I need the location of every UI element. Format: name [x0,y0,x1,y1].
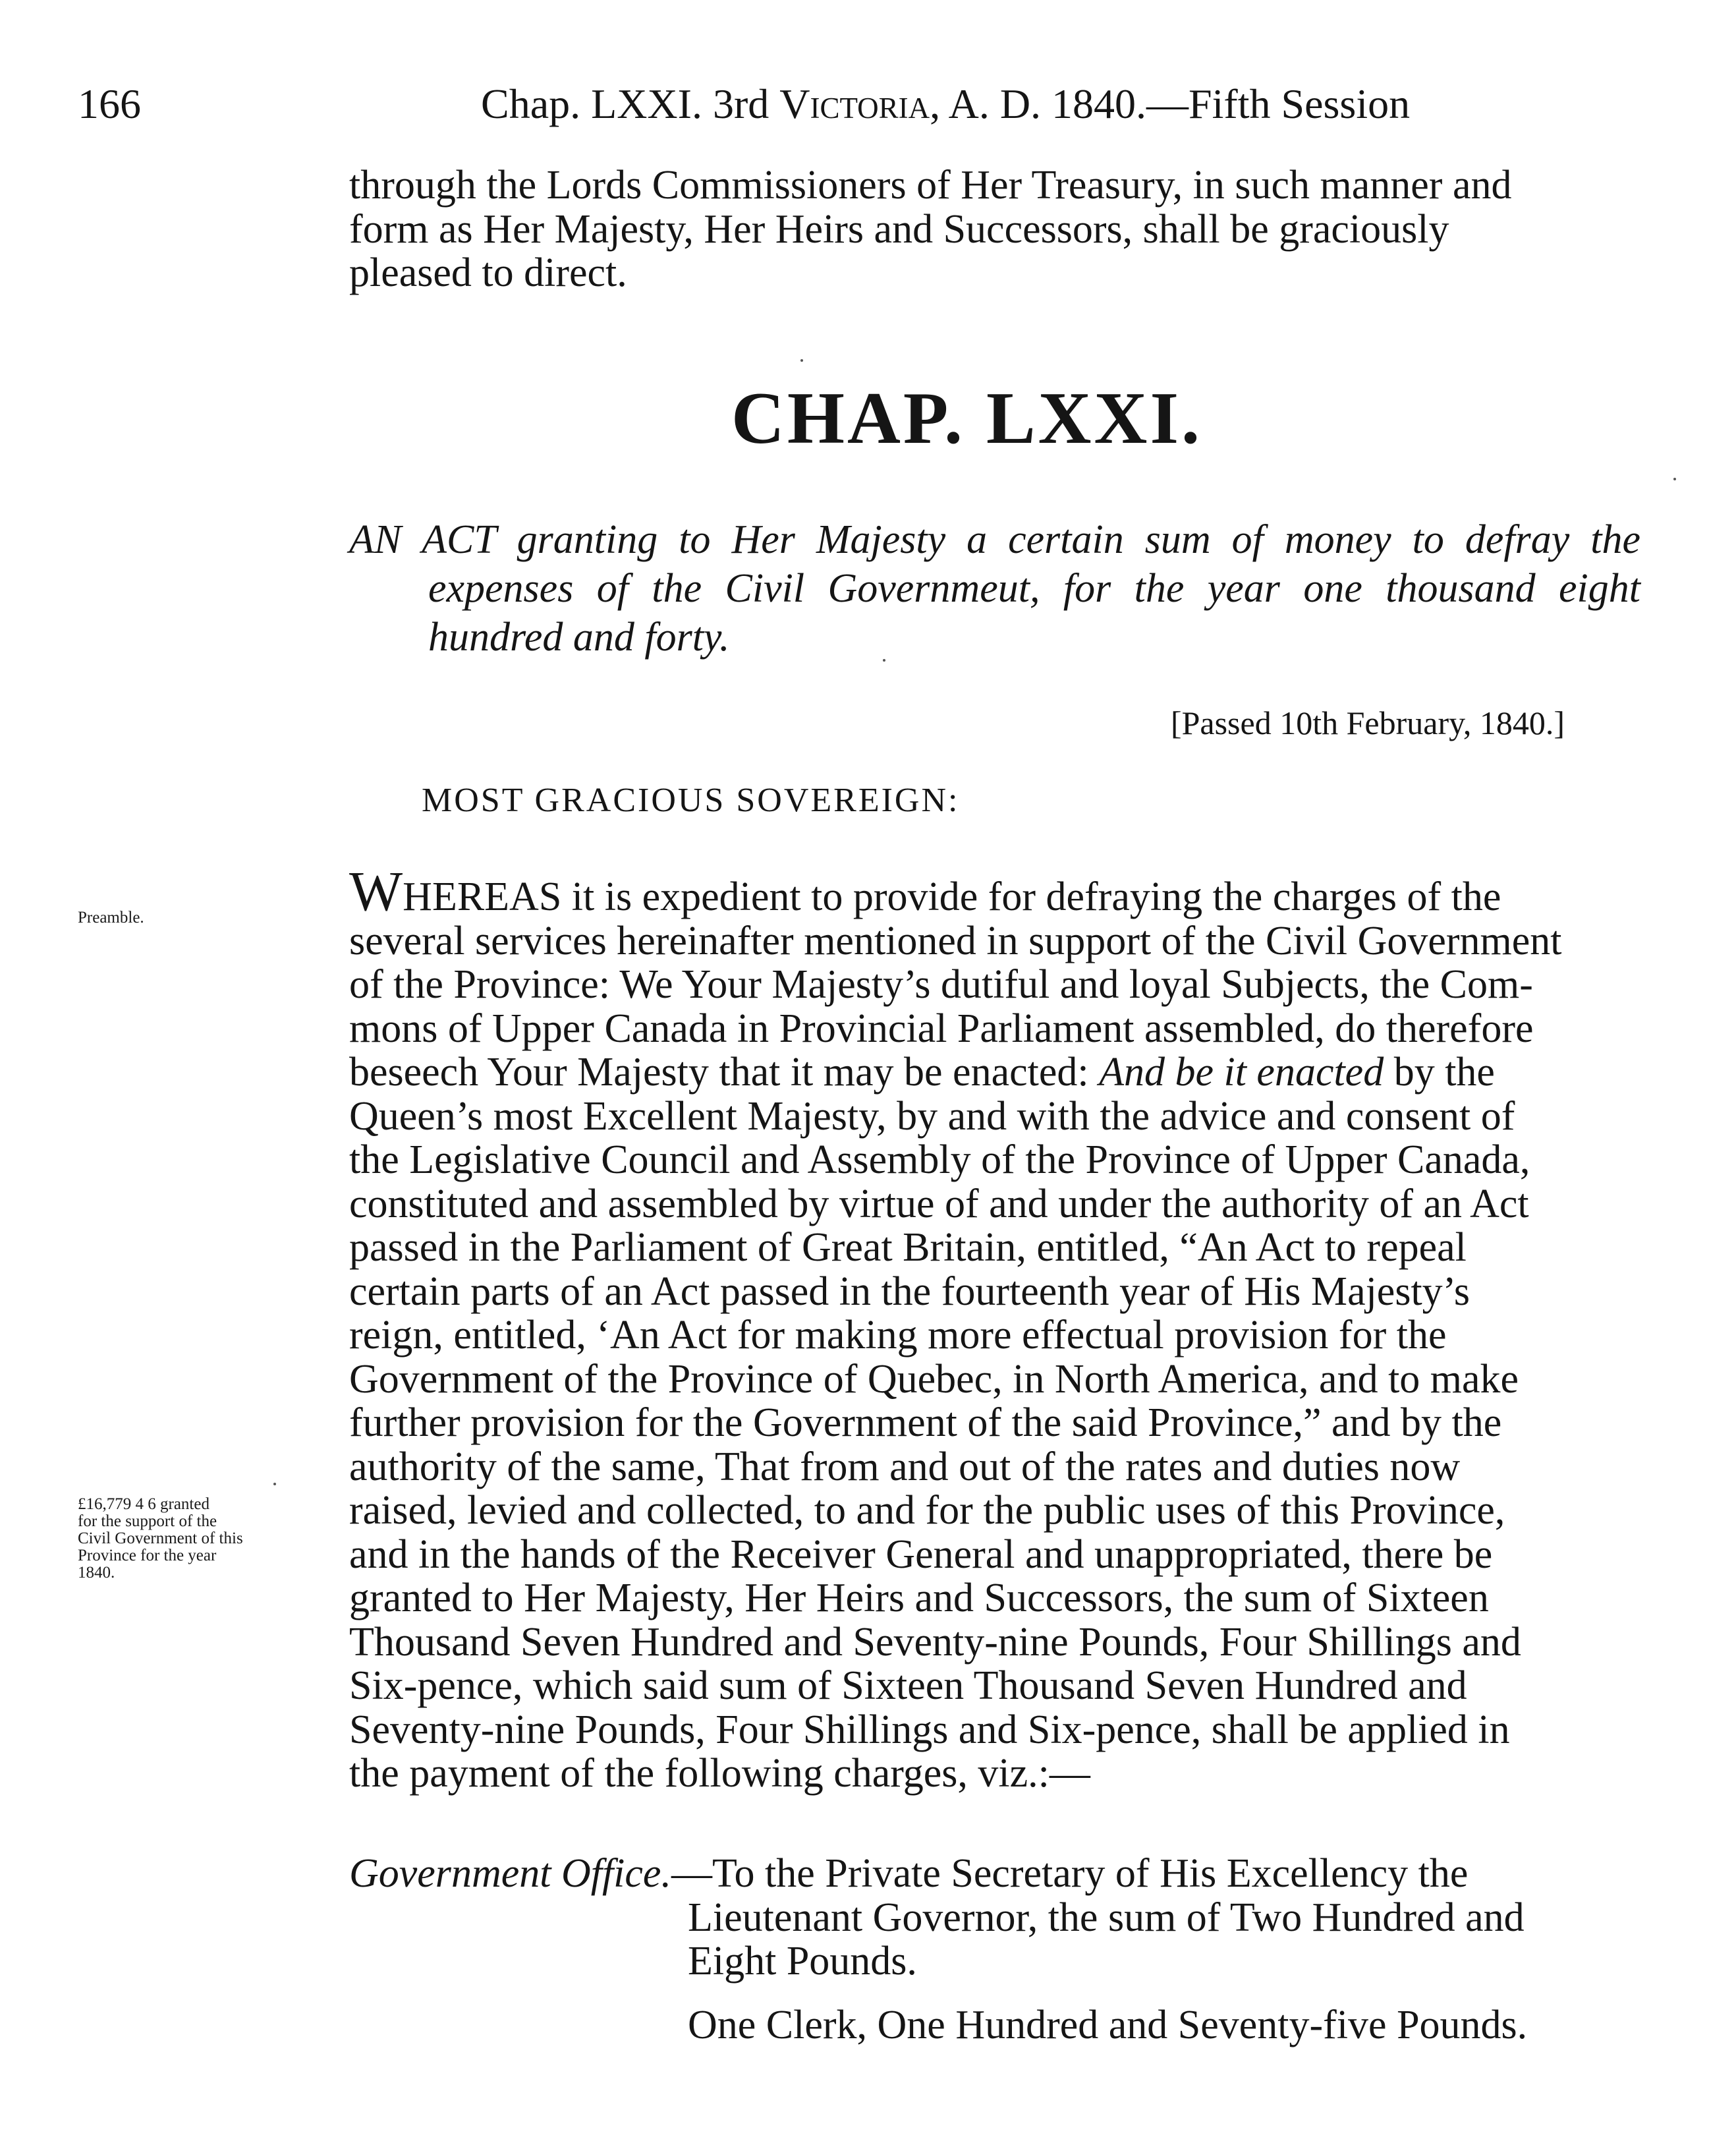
margin-note-line: Province for the year [78,1547,217,1564]
continuation-line: through the Lords Commissioners of Her Treasury, in such manner and [349,163,1512,208]
margin-note-amount [78,1496,331,1582]
body-line: granted to Her Majesty, Her Heirs and Successors, the sum of Sixteen [349,1576,1489,1620]
continuation-paragraph [349,163,1640,295]
body-line: raised, levied and collected, to and for the public uses of this Province, [349,1488,1505,1533]
enacted-pre: beseech Your Majesty that it may be enacted: [349,1050,1100,1095]
body-line: several services hereinafter mentioned in support of the Civil Government [349,918,1562,963]
print-speck [800,359,803,362]
body-line: Seventy-nine Pounds, Four Shillings and Six-pence, shall be applied in [349,1707,1510,1752]
clerk-item: One Clerk, One Hundred and Seventy-five Pounds. [688,2003,1528,2047]
govt-line: Lieutenant Governor, the sum of Two Hundred and [688,1895,1525,1940]
first-line-rest: HEREAS it is expedient to provide for defraying the charges of the [403,874,1501,919]
body-line: of the Province: We Your Majesty’s dutiful and loyal Subjects, the Com- [349,962,1533,1007]
body-line: Six-pence, which said sum of Sixteen Thousand Seven Hundred and [349,1663,1467,1708]
act-title-lead: AN ACT [349,517,496,562]
margin-note-line: for the support of the [78,1512,217,1530]
print-speck [1673,478,1676,480]
print-speck [273,1483,276,1485]
body-line: Government of the Province of Quebec, in North America, and to make [349,1356,1519,1402]
passed-date: [Passed 10th February, 1840.] [1170,704,1565,741]
govt-first-line [349,1852,1640,1896]
page-number: 166 [78,80,141,127]
enacted-italic: And be it enacted [1099,1050,1384,1095]
margin-note-line: Civil Government of this [78,1529,243,1547]
body-line: and in the hands of the Receiver General and unappropriated, there be [349,1531,1493,1577]
salutation: MOST GRACIOUS SOVEREIGN: [422,782,960,819]
body-line: mons of Upper Canada in Provincial Parliament assembled, do therefore [349,1006,1534,1051]
running-head-victoria: Victoria [779,80,930,127]
preamble-paragraph [349,859,1640,1796]
drop-cap: W [349,859,403,923]
continuation-line: pleased to direct. [349,250,627,295]
body-line: further provision for the Government of the said Province,” and by the [349,1400,1502,1445]
body-line: the Legislative Council and Assembly of the Province of Upper Canada, [349,1137,1530,1182]
body-line: Queen’s most Excellent Majesty, by and with the advice and consent of [349,1093,1515,1139]
body-line: certain parts of an Act passed in the fourteenth year of His Majesty’s [349,1269,1470,1314]
enacted-post: by the [1384,1050,1495,1095]
running-head-post: , A. D. 1840.—Fifth Session [930,80,1411,127]
print-speck [883,659,885,662]
body-line: authority of the same, That from and out of the rates and duties now [349,1444,1461,1489]
margin-note-line: £16,779 4 6 granted [78,1495,210,1513]
body-line: Thousand Seven Hundred and Seventy-nine Pounds, Four Shillings and [349,1619,1521,1665]
government-office-item [349,1852,1640,1984]
body-line-last: the payment of the following charges, viz.:— [349,1751,1090,1796]
govt-line: Eight Pounds. [688,1939,917,1984]
govt-label: Government Office. [349,1851,671,1896]
margin-note-line: 1840. [78,1564,115,1582]
body-line-first [349,859,1640,923]
body-line: reign, entitled, ‘An Act for making more effectual provision for the [349,1313,1447,1357]
continuation-line: form as Her Majesty, Her Heirs and Successors, shall be graciously [349,206,1449,252]
chapter-heading: CHAP. LXXI. [731,378,1203,459]
body-line: passed in the Parliament of Great Britain, entitled, “An Act to repeal [349,1225,1467,1270]
govt-first-rest: —To the Private Secretary of His Excellency the [671,1851,1469,1896]
act-title-rest: granting to Her Majesty a certain sum of money to defray the expenses of the Civil Governmeut, for the year one thousand eight hundred and forty. [428,517,1640,660]
act-title [349,515,1640,662]
running-head-pre: Chap. LXXI. 3rd [481,80,780,127]
body-line-enacted [349,1050,1640,1095]
body-line: constituted and assembled by virtue of and under the authority of an Act [349,1181,1529,1226]
margin-note-preamble: Preamble. [78,909,144,927]
running-head [481,78,1410,130]
